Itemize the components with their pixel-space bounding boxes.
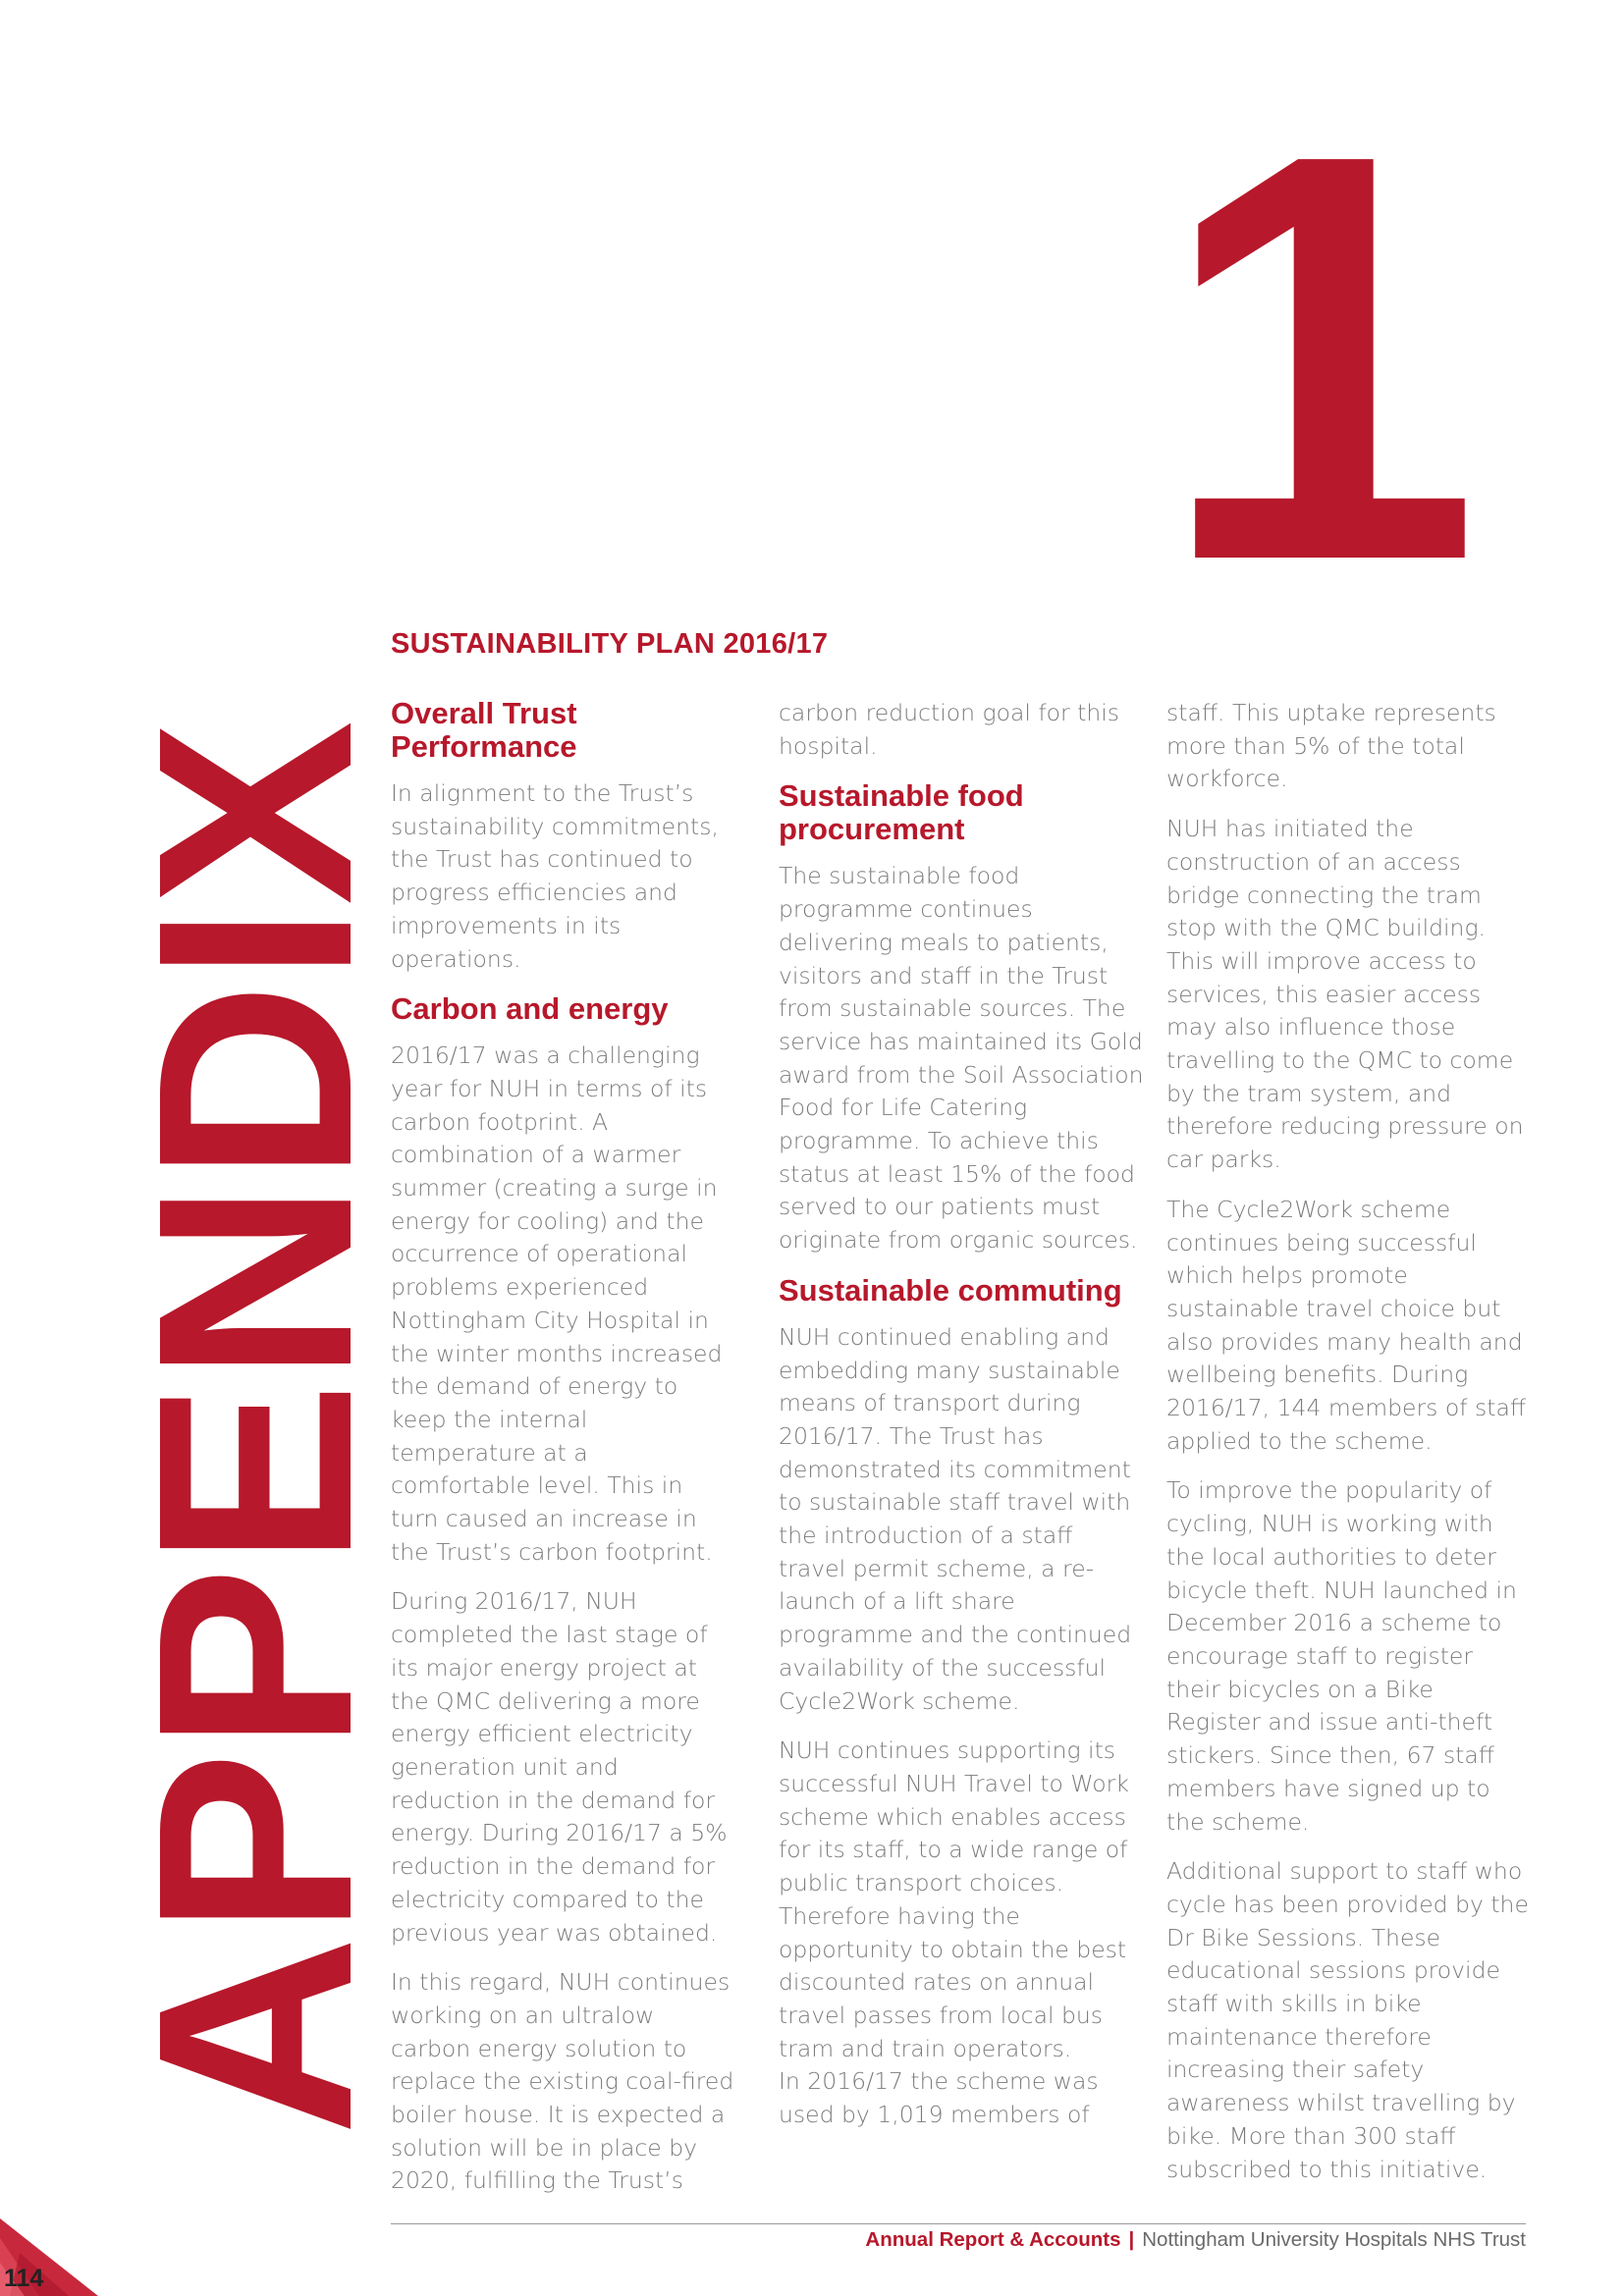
paragraph: NUH continues supporting its successful NUH Travel to Work scheme which enables access for its staff, to a wide range of public transport choices. Therefore having the opportunity to obtain the best discounted rates on annual travel passes from local bus tram and train operators. [779, 1736, 1129, 2062]
footer-organisation: Nottingham University Hospitals NHS Trust [1142, 2228, 1526, 2251]
footer-report-title: Annual Report & Accounts [865, 2228, 1121, 2251]
heading-overall-performance: Overall Trust Performance [391, 696, 577, 764]
text-column-3 [1166, 697, 1530, 2186]
section-title: SUSTAINABILITY PLAN 2016/17 [391, 628, 829, 660]
footer-separator: | [1128, 2228, 1135, 2251]
heading-sustainable-commuting: Sustainable commuting [779, 1272, 1122, 1308]
appendix-title: APPENDIX [100, 721, 409, 2136]
footer-divider [391, 2223, 1526, 2224]
appendix-title-block [100, 638, 409, 2218]
paragraph: Additional support to staff who cycle has been provided by the Dr Bike Sessions. These educational sessions provide staff with skills in bike maintenance therefore increasing their safety awareness whilst travelling by bike. More than 300 staff subscribed to this initiative. [1166, 1857, 1529, 2183]
page-number: 114 [4, 2265, 44, 2292]
text-column-1 [391, 697, 734, 2198]
paragraph: In alignment to the Trust’s sustainability commitments, the Trust has continued to progress efficiencies and improvements in its operations. [391, 779, 719, 973]
appendix-number: 1 [1159, 34, 1472, 681]
paragraph: staff. This uptake represents more than 5% of the total workforce. [1166, 699, 1496, 793]
paragraph: NUH has initiated the construction of an access bridge connecting the tram stop with the QMC building. This will improve access to services, this easier access may also influence those travelling to the QMC to come by the tram system, and therefore reducing pressure on car parks. [1166, 815, 1524, 1174]
text-column-2 [779, 697, 1147, 2132]
paragraph: In this regard, NUH continues working on an ultralow carbon energy solution to replace the existing coal-fired boiler house. It is expected a solution will be in place by 2020, fulfilling the Trust’s [391, 1968, 734, 2195]
heading-carbon-energy: Carbon and energy [391, 991, 669, 1027]
page-footer [865, 2228, 1526, 2252]
paragraph: During 2016/17, NUH completed the last stage of its major energy project at the QMC delivering a more energy efficient electricity generation unit and reduction in the demand for energy. During 2016/17 a 5% reduction in the demand for electricity compared to the previous year was obtained. [391, 1587, 728, 1947]
paragraph: In 2016/17 the scheme was used by 1,019 members of [779, 2067, 1099, 2129]
paragraph: carbon reduction goal for this hospital. [779, 699, 1120, 760]
paragraph: The sustainable food programme continues delivering meals to patients, visitors and staff in the Trust from sustainable sources. The service has maintained its Gold award from the Soil Association Food for Life Catering programme. To achieve this status at least 15% of the food served to our patients must originate from organic sources. [779, 862, 1144, 1255]
paragraph: To improve the popularity of cycling, NUH is working with the local authorities to deter bicycle theft. NUH launched in December 2016 a scheme to encourage staff to register their bicycles on a Bike Register and issue anti-theft stickers. Since then, 67 staff members have signed up to the scheme. [1166, 1476, 1517, 1836]
paragraph: 2016/17 was a challenging year for NUH in terms of its carbon footprint. A combination of a warmer summer (creating a surge in energy for cooling) and the occurrence of operational problems experienced Nottingham City Hospital in the winter months increased the demand of energy to keep the internal temperature at a comfortable level. This in turn caused an increase in the Trust’s carbon footprint. [391, 1041, 723, 1566]
paragraph: NUH continued enabling and embedding many sustainable means of transport during 2016/17. The Trust has demonstrated its commitment to sustainable staff travel with the introduction of a staff travel permit scheme, a re-launch of a lift share programme and the continued availability of the successful Cycle2Work scheme. [779, 1322, 1132, 1715]
heading-food-procurement: Sustainable food procurement [779, 778, 1024, 847]
paragraph: The Cycle2Work scheme continues being successful which helps promote sustainable travel choice but also provides many health and wellbeing benefits. During 2016/17, 144 members of staff applied to the scheme. [1166, 1195, 1527, 1455]
